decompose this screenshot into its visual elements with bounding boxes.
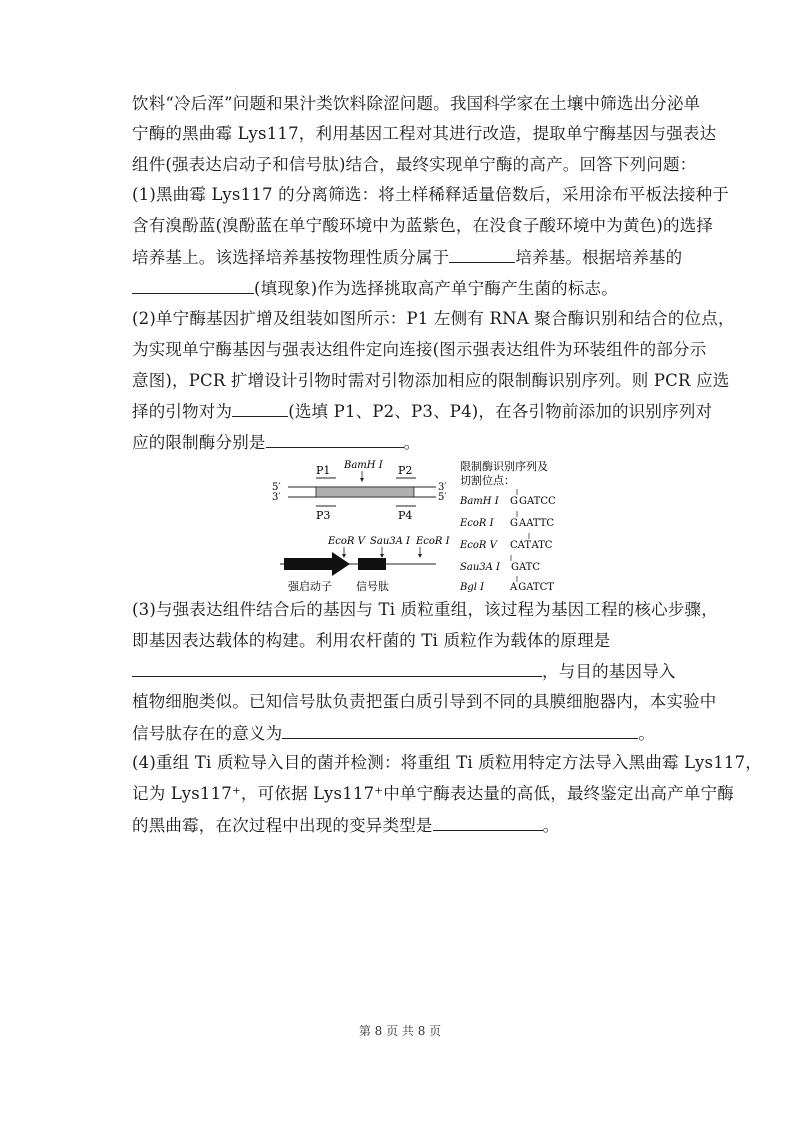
q3-text-b: 信号肽存在的意义为 <box>132 724 283 743</box>
enzyme-bgli-seq: AGATCT <box>510 582 554 593</box>
question-4-line-1: (4)重组 Ti 质粒导入目的菌并检测：将重组 Ti 质粒用特定方法导入黑曲霉 Lys117， <box>132 753 763 772</box>
enzyme-sau3a-seq: GATC <box>511 562 540 573</box>
ecorv-arrowhead <box>342 554 346 558</box>
signal-label: 信号肽 <box>356 580 389 593</box>
text-line-2: 宁酶的黑曲霉 Lys117，利用基因工程对其进行改造，提取单宁酶基因与强表达 <box>132 124 717 143</box>
strong-promoter-arrow <box>284 552 350 576</box>
primer-p4-label: P4 <box>398 509 413 522</box>
enzyme-bamhi-name: BamH Ⅰ <box>460 496 499 507</box>
question-1-line-1: (1)黑曲霉 Lys117 的分离筛选：将土样稀释适量倍数后，采用涂布平板法接种于 <box>132 185 730 204</box>
enzyme-ecori-name: EcoR Ⅰ <box>460 518 494 529</box>
ecori-arrowhead <box>418 554 422 558</box>
tannase-gene-box <box>316 487 414 497</box>
text-line-1: 饮料“冷后浑”问题和果汁类饮料除涩问题。我国科学家在土壤中筛选出分泌单 <box>132 94 701 113</box>
q2-text-b: (选填 P1、P2、P3、P4)，在各引物前添加的识别序列对 <box>288 402 713 421</box>
q1-text-b: 培养基。根据培养基的 <box>515 248 683 267</box>
enzyme-ecorv-seq: CATATC <box>510 540 553 551</box>
page-footer: 第 8 页 共 8 页 <box>358 1024 442 1038</box>
question-2-line-4 <box>132 400 713 423</box>
answer-blank-q3-a[interactable] <box>132 660 542 677</box>
end-3-right: 3′ <box>438 482 447 493</box>
bamhi-label: BamH Ⅰ <box>344 460 383 471</box>
answer-blank-q2-b[interactable] <box>266 431 404 448</box>
q2-text-c: 应的限制酶分别是 <box>132 433 266 452</box>
enzyme-bamhi-seq: GGATCC <box>510 496 556 507</box>
enzyme-ecorv-name: EcoR Ⅴ <box>460 540 497 551</box>
answer-blank-q1-b[interactable] <box>132 277 254 294</box>
question-2-line-3: 意图)，PCR 扩增设计引物时需对引物添加相应的限制酶识别序列。则 PCR 应选 <box>132 371 730 390</box>
q2-text-a: 择的引物对为 <box>132 402 233 421</box>
gene-assembly-diagram <box>270 456 570 596</box>
enzyme-bgli-name: Bgl Ⅰ <box>460 582 485 593</box>
answer-blank-q3-b[interactable] <box>282 722 638 739</box>
q3-text-c: 。 <box>638 724 656 743</box>
bamhi-arrowhead <box>360 478 364 482</box>
enzyme-title-1: 限制酶识别序列及 <box>460 460 548 473</box>
q2-text-d: 。 <box>403 433 421 452</box>
q1-text-c: (填现象)作为选择挑取高产单宁酶产生菌的标志。 <box>254 279 618 298</box>
primer-p1-label: P1 <box>316 464 331 477</box>
question-4-line-2: 记为 Lys117⁺，可依据 Lys117⁺中单宁酶表达量的高低，最终鉴定出高产单宁酶 <box>132 784 734 803</box>
question-3-line-3 <box>132 660 680 683</box>
enzyme-title-2: 切割位点： <box>460 474 515 487</box>
question-2-line-5 <box>132 431 680 454</box>
ecorv-label: EcoR Ⅴ <box>328 536 365 547</box>
enzyme-sau3a-name: Sau3A Ⅰ <box>460 562 500 573</box>
question-2-line-2: 为实现单宁酶基因与强表达组件定向连接(图示强表达组件为环装组件的部分示 <box>132 340 707 359</box>
question-2-line-1: (2)单宁酶基因扩增及组装如图所示：P1 左侧有 RNA 聚合酶识别和结合的位点， <box>132 309 735 328</box>
end-3-left: 3′ <box>272 492 281 503</box>
signal-peptide-box <box>358 558 386 570</box>
ecori-label: EcoR Ⅰ <box>416 536 450 547</box>
question-3-line-5 <box>132 722 680 745</box>
question-1-line-4 <box>132 277 680 300</box>
question-3-line-4: 植物细胞类似。已知信号肽负责把蛋白质引导到不同的具膜细胞器内，本实验中 <box>132 692 717 711</box>
primer-p3-label: P3 <box>316 509 331 522</box>
answer-blank-q1-a[interactable] <box>449 246 515 263</box>
promoter-label: 强启动子 <box>288 580 332 593</box>
question-3-line-1: (3)与强表达组件结合后的基因与 Ti 质粒重组，该过程为基因工程的核心步骤， <box>132 600 718 619</box>
primer-p2-label: P2 <box>398 464 413 477</box>
question-3-line-2: 即基因表达载体的构建。利用农杆菌的 Ti 质粒作为载体的原理是 <box>132 631 611 650</box>
enzyme-ecori-seq: GAATTC <box>510 518 555 529</box>
sau3a-arrowhead <box>380 554 384 558</box>
q4-text-a: 的黑曲霉，在次过程中出现的变异类型是 <box>132 816 433 835</box>
text-line-3: 组件(强表达启动子和信号肽)结合，最终实现单宁酶的高产。回答下列问题： <box>132 155 697 174</box>
q3-text-a: ，与目的基因导入 <box>542 662 676 681</box>
q4-text-b: 。 <box>542 816 560 835</box>
sau3a-label: Sau3A Ⅰ <box>370 536 410 547</box>
answer-blank-q4[interactable] <box>433 814 543 831</box>
q1-text-a: 培养基上。该选择培养基按物理性质分属于 <box>132 248 450 267</box>
end-5-left: 5′ <box>272 482 281 493</box>
answer-blank-q2-a[interactable] <box>232 400 288 417</box>
question-1-line-2: 含有溴酚蓝(溴酚蓝在单宁酸环境中为蓝紫色，在没食子酸环境中为黄色)的选择 <box>132 216 714 235</box>
question-1-line-3 <box>132 246 683 269</box>
question-4-line-3 <box>132 814 680 837</box>
end-5-right: 5′ <box>438 492 447 503</box>
